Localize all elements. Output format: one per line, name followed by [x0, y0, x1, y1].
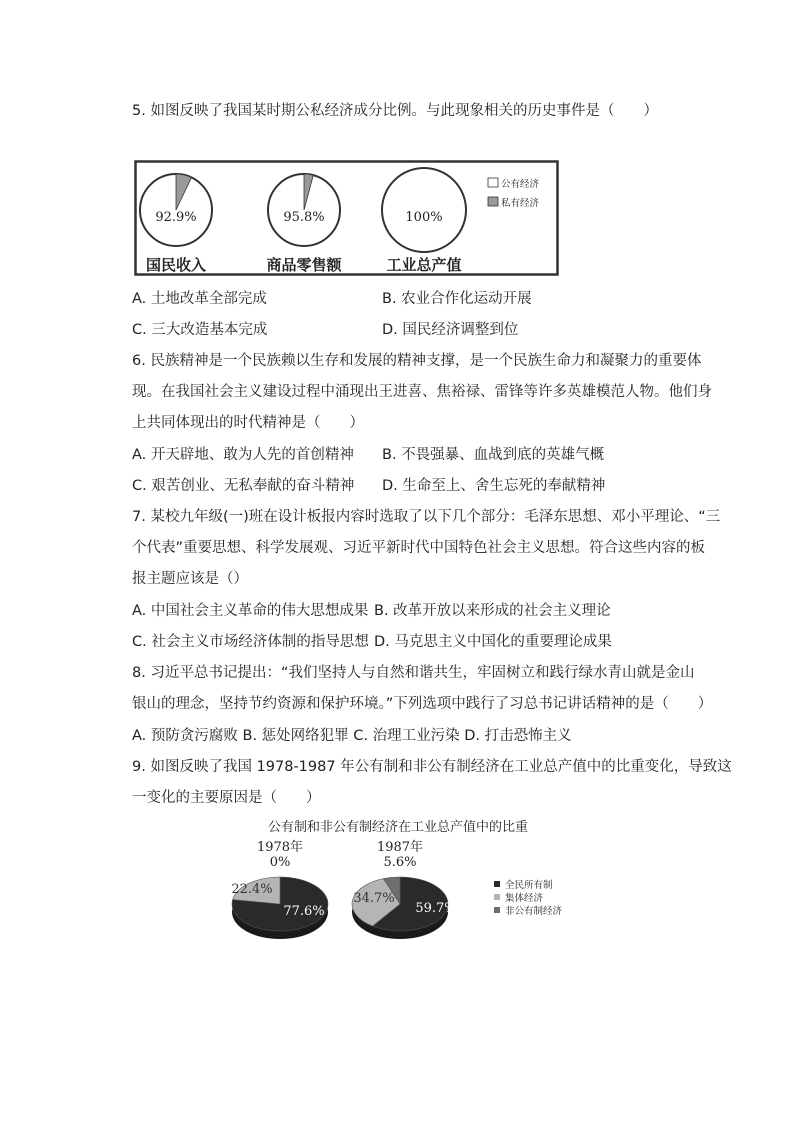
q8-stem-line2: 银山的理念，坚持节约资源和保护环境。”下列选项中践行了习总书记讲话精神的是（ ）: [132, 696, 713, 712]
pie2-value: 95.8%: [283, 210, 325, 225]
q6-option-d[interactable]: D. 生命至上、舍生忘死的奉献精神: [382, 478, 606, 494]
q7-option-a[interactable]: A. 中国社会主义革命的伟大思想成果: [132, 603, 369, 619]
q5-option-d[interactable]: D. 国民经济调整到位: [382, 322, 519, 338]
q5-option-b[interactable]: B. 农业合作化运动开展: [382, 291, 532, 307]
pie-label-0-0: 77.6%: [283, 904, 325, 919]
q6-option-a[interactable]: A. 开天辟地、敢为人先的首创精神: [132, 447, 354, 463]
legend-swatch-1: [494, 894, 500, 900]
pie1987-year: 1987年: [376, 840, 424, 855]
chart-title: 公有制和非公有制经济在工业总产值中的比重: [267, 820, 529, 835]
q5-option-a[interactable]: A. 土地改革全部完成: [132, 291, 267, 307]
q7-stem-line3: 报主题应该是（）: [132, 571, 248, 587]
legend-label-0: 全民所有制: [505, 880, 553, 891]
pie3-label: 工业总产值: [386, 256, 462, 274]
pie-label-0-1: 22.4%: [231, 882, 273, 897]
q7-option-d[interactable]: D. 马克思主义中国化的重要理论成果: [374, 634, 612, 650]
pie-label-0-2: 0%: [269, 855, 291, 870]
legend-swatch-0: [494, 881, 500, 887]
pie-industrial-output: [382, 168, 466, 274]
q5-stem: 5. 如图反映了我国某时期公私经济成分比例。与此现象相关的历史事件是（ ）: [132, 103, 658, 119]
pie2-label: 商品零售额: [266, 256, 342, 274]
q8-stem-line1: 8. 习近平总书记提出：“我们坚持人与自然和谐共生，牢固树立和践行绿水青山就是金山: [132, 665, 695, 681]
pie-label-1-2: 5.6%: [383, 855, 417, 870]
q7-stem-line2: 个代表”重要思想、科学发展观、习近平新时代中国特色社会主义思想。符合这些内容的板: [132, 540, 706, 556]
q7-stem-line1: 7. 某校九年级(一)班在设计板报内容时选取了以下几个部分：毛泽东思想、邓小平理论、“三: [132, 509, 721, 525]
q7-option-b[interactable]: B. 改革开放以来形成的社会主义理论: [374, 603, 611, 619]
pie-retail-sales: [266, 174, 342, 274]
q6-stem-line3: 上共同体现出的时代精神是（ ）: [132, 415, 364, 431]
legend-public: 公有经济: [501, 179, 540, 190]
q6-option-c[interactable]: C. 艰苦创业、无私奉献的奋斗精神: [132, 478, 355, 494]
legend-private: 私有经济: [501, 198, 540, 209]
pie1-value: 92.9%: [155, 210, 197, 225]
legend-label-2: 非公有制经济: [505, 906, 563, 917]
q6-stem-line2: 现。在我国社会主义建设过程中涌现出王进喜、焦裕禄、雷锋等许多英雄模范人物。他们身: [132, 384, 712, 400]
q5-option-c[interactable]: C. 三大改造基本完成: [132, 322, 268, 338]
q6-option-b[interactable]: B. 不畏强暴、血战到底的英雄气概: [382, 447, 605, 463]
pie1978-year: 1978年: [256, 840, 304, 855]
q9-stem-line2: 一变化的主要原因是（ ）: [132, 790, 321, 806]
q8-options[interactable]: A. 预防贪污腐败 B. 惩处网络犯罪 C. 治理工业污染 D. 打击恐怖主义: [132, 728, 572, 744]
q6-stem-line1: 6. 民族精神是一个民族赖以生存和发展的精神支撑，是一个民族生命力和凝聚力的重要体: [132, 353, 702, 369]
pie3-value: 100%: [405, 210, 443, 225]
legend-label-1: 集体经济: [505, 893, 544, 904]
pie-national-income: [140, 174, 212, 274]
pie-label-1-1: 34.7%: [353, 891, 395, 906]
q5-figure: [132, 160, 562, 278]
q9-stem-line1: 9. 如图反映了我国 1978-1987 年公有制和非公有制经济在工业总产值中的比重变化，导致这: [132, 759, 732, 775]
pie1-label: 国民收入: [145, 256, 207, 274]
q9-chart: [222, 814, 582, 964]
legend-swatch-2: [494, 907, 500, 913]
q7-option-c[interactable]: C. 社会主义市场经济体制的指导思想: [132, 634, 369, 650]
pie-label-1-0: 59.7%: [415, 901, 457, 916]
